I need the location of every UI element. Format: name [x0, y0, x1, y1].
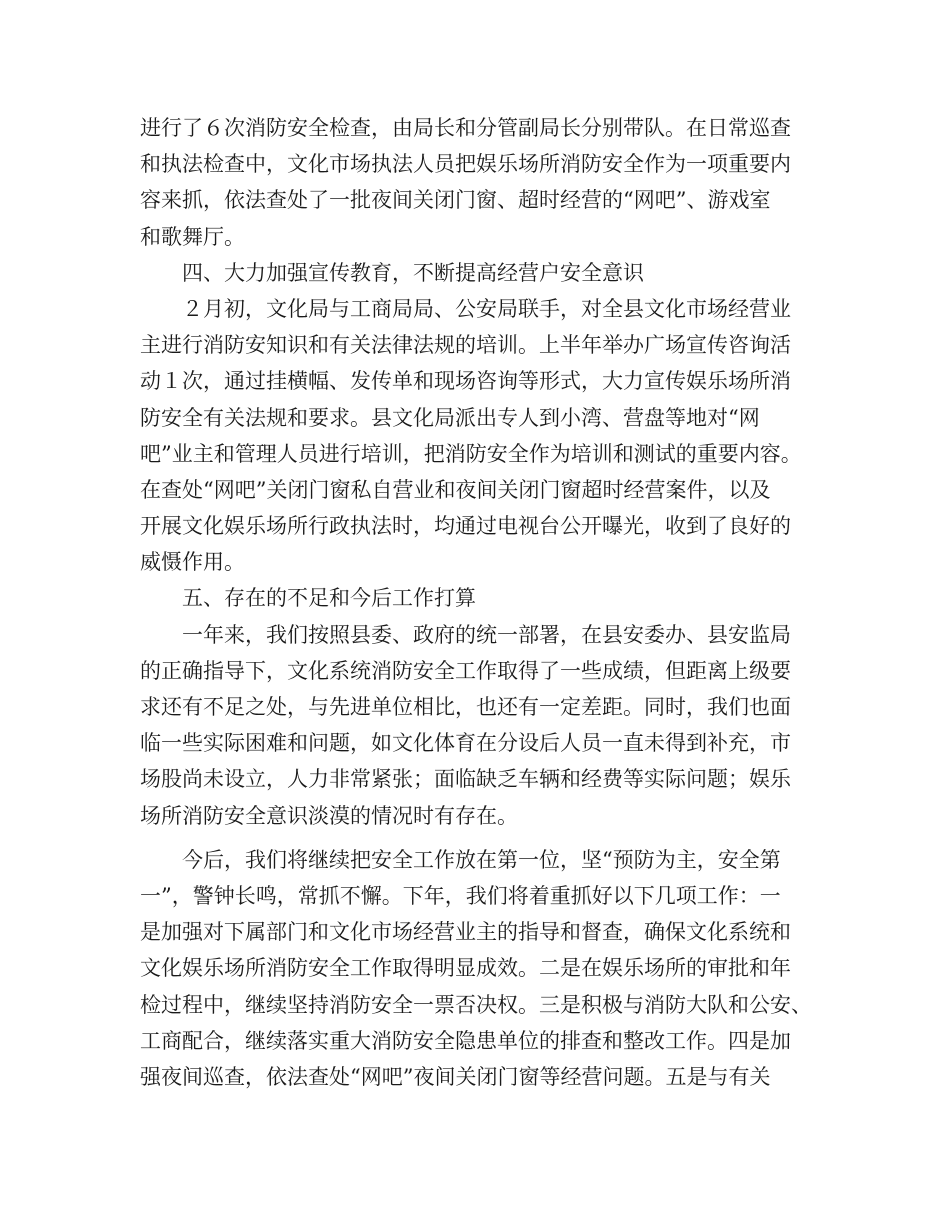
document-body [140, 110, 840, 1095]
paragraph-gap [140, 834, 840, 842]
text-line: 文化娱乐场所消防安全工作取得明显成效。二是在娱乐场所的审批和年 [140, 956, 791, 981]
text-line: 一年来，我们按照县委、政府的统一部署，在县安委办、县安监局 [140, 622, 791, 647]
text-line: 进行了６次消防安全检查，由局长和分管副局长分别带队。在日常巡查 [140, 116, 791, 140]
text-line: 吧”业主和管理人员进行培训，把消防安全作为培训和测试的重要内容。 [140, 441, 802, 466]
text-line: 场所消防安全意识淡漠的情况时有存在。 [140, 803, 518, 828]
text-line: 和执法检查中，文化市场执法人员把娱乐场所消防安全作为一项重要内 [140, 152, 791, 177]
text-line: 今后，我们将继续把安全工作放在第一位，坚“预防为主，安全第 [140, 847, 781, 872]
text-line: 临一些实际困难和问题，如文化体育在分设后人员一直未得到补充，市 [140, 731, 791, 756]
text-line: 求还有不足之处，与先进单位相比，也还有一定差距。同时，我们也面 [140, 695, 791, 719]
section-heading-4: 四、大力加强宣传教育，不断提高经营户安全意识 [140, 260, 644, 285]
text-line: 一”，警钟长鸣，常抓不懈。下年，我们将着重抓好以下几项工作：一 [140, 883, 781, 908]
text-line: 威慑作用。 [140, 550, 245, 575]
text-line: 开展文化娱乐场所行政执法时，均通过电视台公开曝光，收到了良好的 [140, 514, 791, 539]
text-line: 在查处“网吧”关闭门窗私自营业和夜间关闭门窗超时经营案件，以及 [140, 477, 771, 502]
text-line: ２月初，文化局与工商局局、公安局联手，对全县文化市场经营业 [140, 296, 791, 321]
text-line: 容来抓，依法查处了一批夜间关闭门窗、超时经营的“网吧”、游戏室 [140, 188, 771, 213]
text-line: 的正确指导下，文化系统消防安全工作取得了一些成绩，但距离上级要 [140, 658, 791, 683]
text-line: 和歌舞厅。 [140, 224, 245, 249]
section-heading-5: 五、存在的不足和今后工作打算 [140, 586, 476, 611]
text-line: 动１次，通过挂横幅、发传单和现场咨询等形式，大力宣传娱乐场所消 [140, 369, 791, 394]
text-line: 防安全有关法规和要求。县文化局派出专人到小湾、营盘等地对“网 [140, 405, 760, 430]
text-line: 检过程中，继续坚持消防安全一票否决权。三是积极与消防大队和公安、 [140, 992, 812, 1017]
text-line: 场股尚未设立，人力非常紧张；面临缺乏车辆和经费等实际问题；娱乐 [140, 767, 791, 792]
text-line: 工商配合，继续落实重大消防安全隐患单位的排查和整改工作。四是加 [140, 1028, 791, 1053]
text-line: 是加强对下属部门和文化市场经营业主的指导和督查，确保文化系统和 [140, 920, 791, 945]
text-line: 主进行消防安知识和有关法律法规的培训。上半年举办广场宣传咨询活 [140, 333, 791, 358]
text-line: 强夜间巡查，依法查处“网吧”夜间关闭门窗等经营问题。五是与有关 [140, 1064, 771, 1089]
